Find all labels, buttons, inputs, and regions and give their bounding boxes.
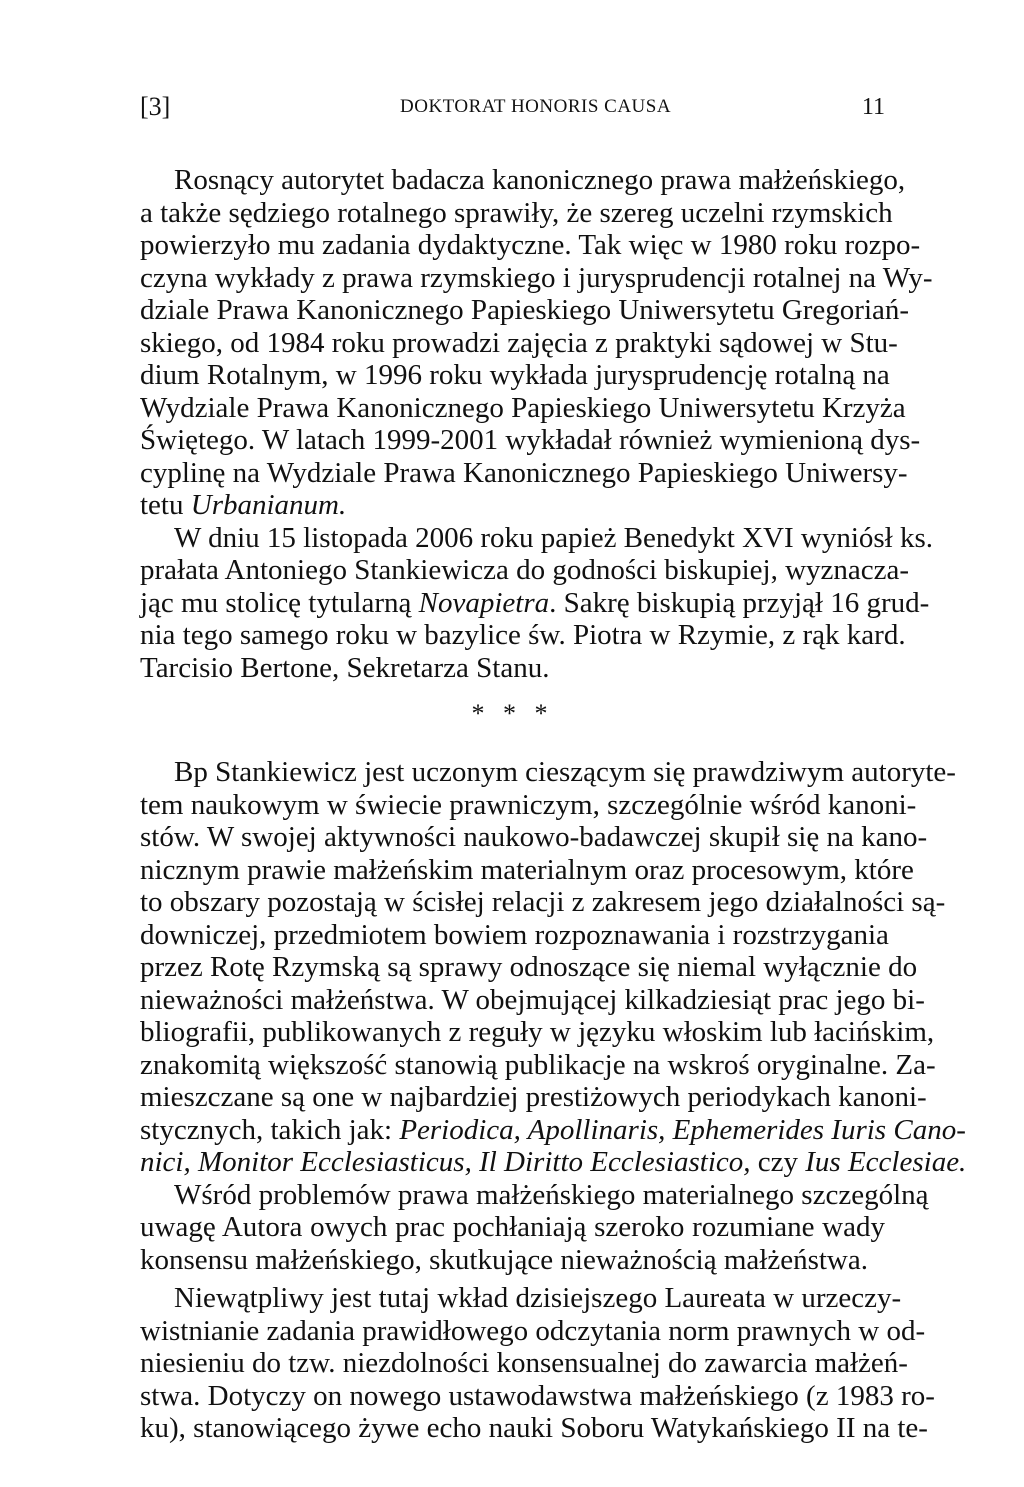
- text-line: konsensu małżeńskiego, skutkujące nieważnością małżeństwa.: [140, 1243, 868, 1276]
- paragraph: [140, 521, 933, 685]
- text-line: Wśród problemów prawa małżeńskiego materialnego szczególną: [174, 1178, 929, 1211]
- italic-title: Ius Ecclesiae.: [805, 1146, 967, 1178]
- text-line: a także sędziego rotalnego sprawiły, że szereg uczelni rzymskich: [140, 196, 893, 229]
- italic-title: Urbanianum.: [190, 489, 347, 521]
- text-line: nieważności małżeństwa. W obejmującej kilkadziesiąt prac jego bi-: [140, 983, 925, 1016]
- running-title: DOKTORAT HONORIS CAUSA: [400, 96, 672, 117]
- text-line: prałata Antoniego Stankiewicza do godności biskupiej, wyznacza-: [140, 554, 910, 586]
- paragraph: [140, 164, 933, 522]
- section-separator: * * *: [471, 699, 554, 728]
- text-line: mieszczane są one w najbardziej prestiżowych periodykach kanoni-: [140, 1081, 927, 1113]
- text-line: cyplinę na Wydziale Prawa Kanonicznego Papieskiego Uniwersy-: [140, 456, 908, 489]
- text-fragment: czy: [750, 1146, 806, 1178]
- paragraph: [140, 1178, 929, 1277]
- text-fragment: tetu: [140, 489, 191, 521]
- italic-title: nici, Monitor Ecclesiasticus, Il Diritto Ecclesiastico,: [140, 1146, 751, 1178]
- text-line: dium Rotalnym, w 1996 roku wykłada jurysprudencję rotalną na: [140, 359, 890, 391]
- text-line: dziale Prawa Kanonicznego Papieskiego Uniwersytetu Gregoriań-: [140, 294, 910, 326]
- text-line: Tarcisio Bertone, Sekretarza Stanu.: [140, 651, 550, 684]
- text-line: downiczej, przedmiotem bowiem rozpoznawania i rozstrzygania: [140, 918, 889, 951]
- body-text: [140, 164, 967, 1445]
- text-fragment: . Sakrę biskupią przyjął 16 grud-: [549, 586, 930, 619]
- text-line: tem naukowym w świecie prawniczym, szczególnie wśród kanoni-: [140, 788, 917, 821]
- text-fragment: jąc mu stolicę tytularną: [140, 586, 419, 619]
- text-line: [140, 489, 885, 522]
- text-line: to obszary pozostają w ścisłej relacji z zakresem jego działalności są-: [140, 886, 946, 918]
- text-line: Rosnący autorytet badacza kanonicznego prawa małżeńskiego,: [174, 164, 906, 196]
- text-line: Bp Stankiewicz jest uczonym cieszącym się prawdziwym autoryte-: [174, 756, 956, 788]
- text-line: nicznym prawie małżeńskim materialnym oraz procesowym, które: [140, 853, 914, 886]
- text-line: stów. W swojej aktywności naukowo-badawczej skupił się na kano-: [140, 821, 928, 853]
- text-line: bliografii, publikowanych z reguły w języku włoskim lub łacińskim,: [140, 1016, 935, 1048]
- text-line: uwagę Autora owych prac pochłaniają szeroko rozumiane wady: [140, 1211, 885, 1243]
- text-line: [140, 1146, 967, 1179]
- text-line: powierzyło mu zadania dydaktyczne. Tak więc w 1980 roku rozpo-: [140, 229, 921, 261]
- text-line: Wydziale Prawa Kanonicznego Papieskiego Uniwersytetu Krzyża: [140, 391, 906, 424]
- text-line: znakomitą większość stanowią publikacje na wskroś oryginalne. Za-: [140, 1048, 936, 1081]
- page-reference: [3]: [140, 92, 171, 121]
- paragraph: [140, 756, 967, 1179]
- text-fragment: stycznych, takich jak:: [140, 1113, 400, 1146]
- text-line: nia tego samego roku w bazylice św. Piotra w Rzymie, z rąk kard.: [140, 619, 906, 651]
- text-line: niesieniu do tzw. niezdolności konsensualnej do zawarcia małżeń-: [140, 1347, 908, 1379]
- italic-title: Novapietra: [418, 586, 550, 619]
- text-line: wistnianie zadania prawidłowego odczytania norm prawnych w od-: [140, 1314, 926, 1347]
- text-line: przez Rotę Rzymską są sprawy odnoszące się niemal wyłącznie do: [140, 951, 918, 983]
- text-line: [140, 1113, 966, 1147]
- italic-title: Periodica, Apollinaris, Ephemerides Iuris Cano-: [399, 1113, 966, 1146]
- text-line: ku), stanowiącego żywe echo nauki Soboru Watykańskiego II na te-: [140, 1412, 928, 1444]
- running-header: [140, 92, 885, 132]
- page-number: 11: [861, 94, 885, 120]
- text-line: [140, 586, 930, 620]
- text-line: stwa. Dotyczy on nowego ustawodawstwa małżeńskiego (z 1983 ro-: [140, 1379, 935, 1412]
- text-line: czyna wykłady z prawa rzymskiego i jurysprudencji rotalnej na Wy-: [140, 261, 933, 294]
- text-line: skiego, od 1984 roku prowadzi zajęcia z praktyki sądowej w Stu-: [140, 326, 898, 359]
- text-line: W dniu 15 listopada 2006 roku papież Benedykt XVI wyniósł ks.: [174, 521, 933, 554]
- text-line: Niewątpliwy jest tutaj wkład dzisiejszego Laureata w urzeczy-: [174, 1282, 902, 1314]
- paragraph: [140, 1282, 935, 1445]
- text-line: Świętego. W latach 1999-2001 wykładał również wymienioną dys-: [140, 424, 921, 456]
